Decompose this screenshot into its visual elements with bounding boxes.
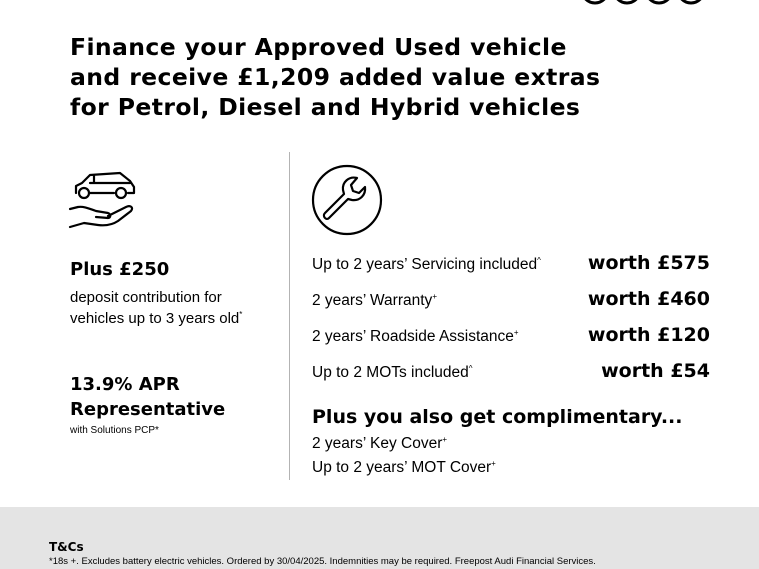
- four-rings-logo: [578, 0, 708, 6]
- footnote-mark: +: [491, 459, 496, 468]
- deposit-title: Plus £250: [70, 259, 170, 280]
- complimentary-list: [312, 432, 496, 480]
- benefits-list: [312, 252, 712, 396]
- terms-text: *18s +. Excludes battery electric vehicles. Ordered by 30/04/2025. Indemnities may be required. Freepost Audi Financial Services.: [49, 556, 596, 567]
- complimentary-item-mot-cover: Up to 2 years’ MOT Cover+: [312, 459, 496, 476]
- headline-line-2: and receive £1,209 added value extras: [70, 63, 601, 91]
- benefit-label: Up to 2 years’ Servicing included^: [312, 256, 541, 273]
- deposit-description: [70, 287, 285, 329]
- benefit-label: 2 years’ Warranty+: [312, 292, 437, 309]
- terms-footer: [0, 507, 759, 569]
- wrench-icon: [311, 164, 383, 236]
- column-divider: [289, 152, 290, 480]
- footnote-mark: ^: [468, 364, 473, 373]
- apr-line-2: Representative: [70, 399, 226, 420]
- benefit-servicing: [312, 252, 712, 288]
- complimentary-title: Plus you also get complimentary...: [312, 406, 683, 428]
- headline-line-3: for Petrol, Diesel and Hybrid vehicles: [70, 93, 581, 121]
- footnote-mark: *: [239, 310, 243, 319]
- terms-title: T&Cs: [49, 540, 84, 554]
- footnote-mark: +: [513, 328, 519, 337]
- benefit-value: worth £460: [587, 288, 710, 310]
- benefit-value: worth £54: [601, 360, 710, 382]
- benefit-warranty: [312, 288, 712, 324]
- benefit-label: Up to 2 MOTs included^: [312, 364, 473, 381]
- complimentary-item-key-cover: 2 years’ Key Cover+: [312, 435, 448, 452]
- car-in-hand-icon: [68, 169, 142, 231]
- footnote-mark: +: [442, 435, 448, 444]
- apr-line-1: 13.9% APR: [70, 374, 180, 395]
- deposit-line-1: deposit contribution for: [70, 289, 222, 306]
- footnote-mark: +: [432, 292, 437, 301]
- footnote-mark: ^: [537, 256, 541, 265]
- benefit-value: worth £120: [587, 324, 710, 346]
- benefit-label: 2 years’ Roadside Assistance+: [312, 328, 519, 345]
- headline-line-1: Finance your Approved Used vehicle: [70, 33, 567, 61]
- apr-title: [70, 372, 225, 422]
- benefit-roadside: [312, 324, 712, 360]
- benefit-value: worth £575: [587, 252, 710, 274]
- deposit-line-2: vehicles up to 3 years old*: [70, 310, 243, 327]
- benefit-mots: [312, 360, 712, 396]
- headline: [70, 32, 730, 122]
- apr-note: with Solutions PCP*: [70, 425, 159, 436]
